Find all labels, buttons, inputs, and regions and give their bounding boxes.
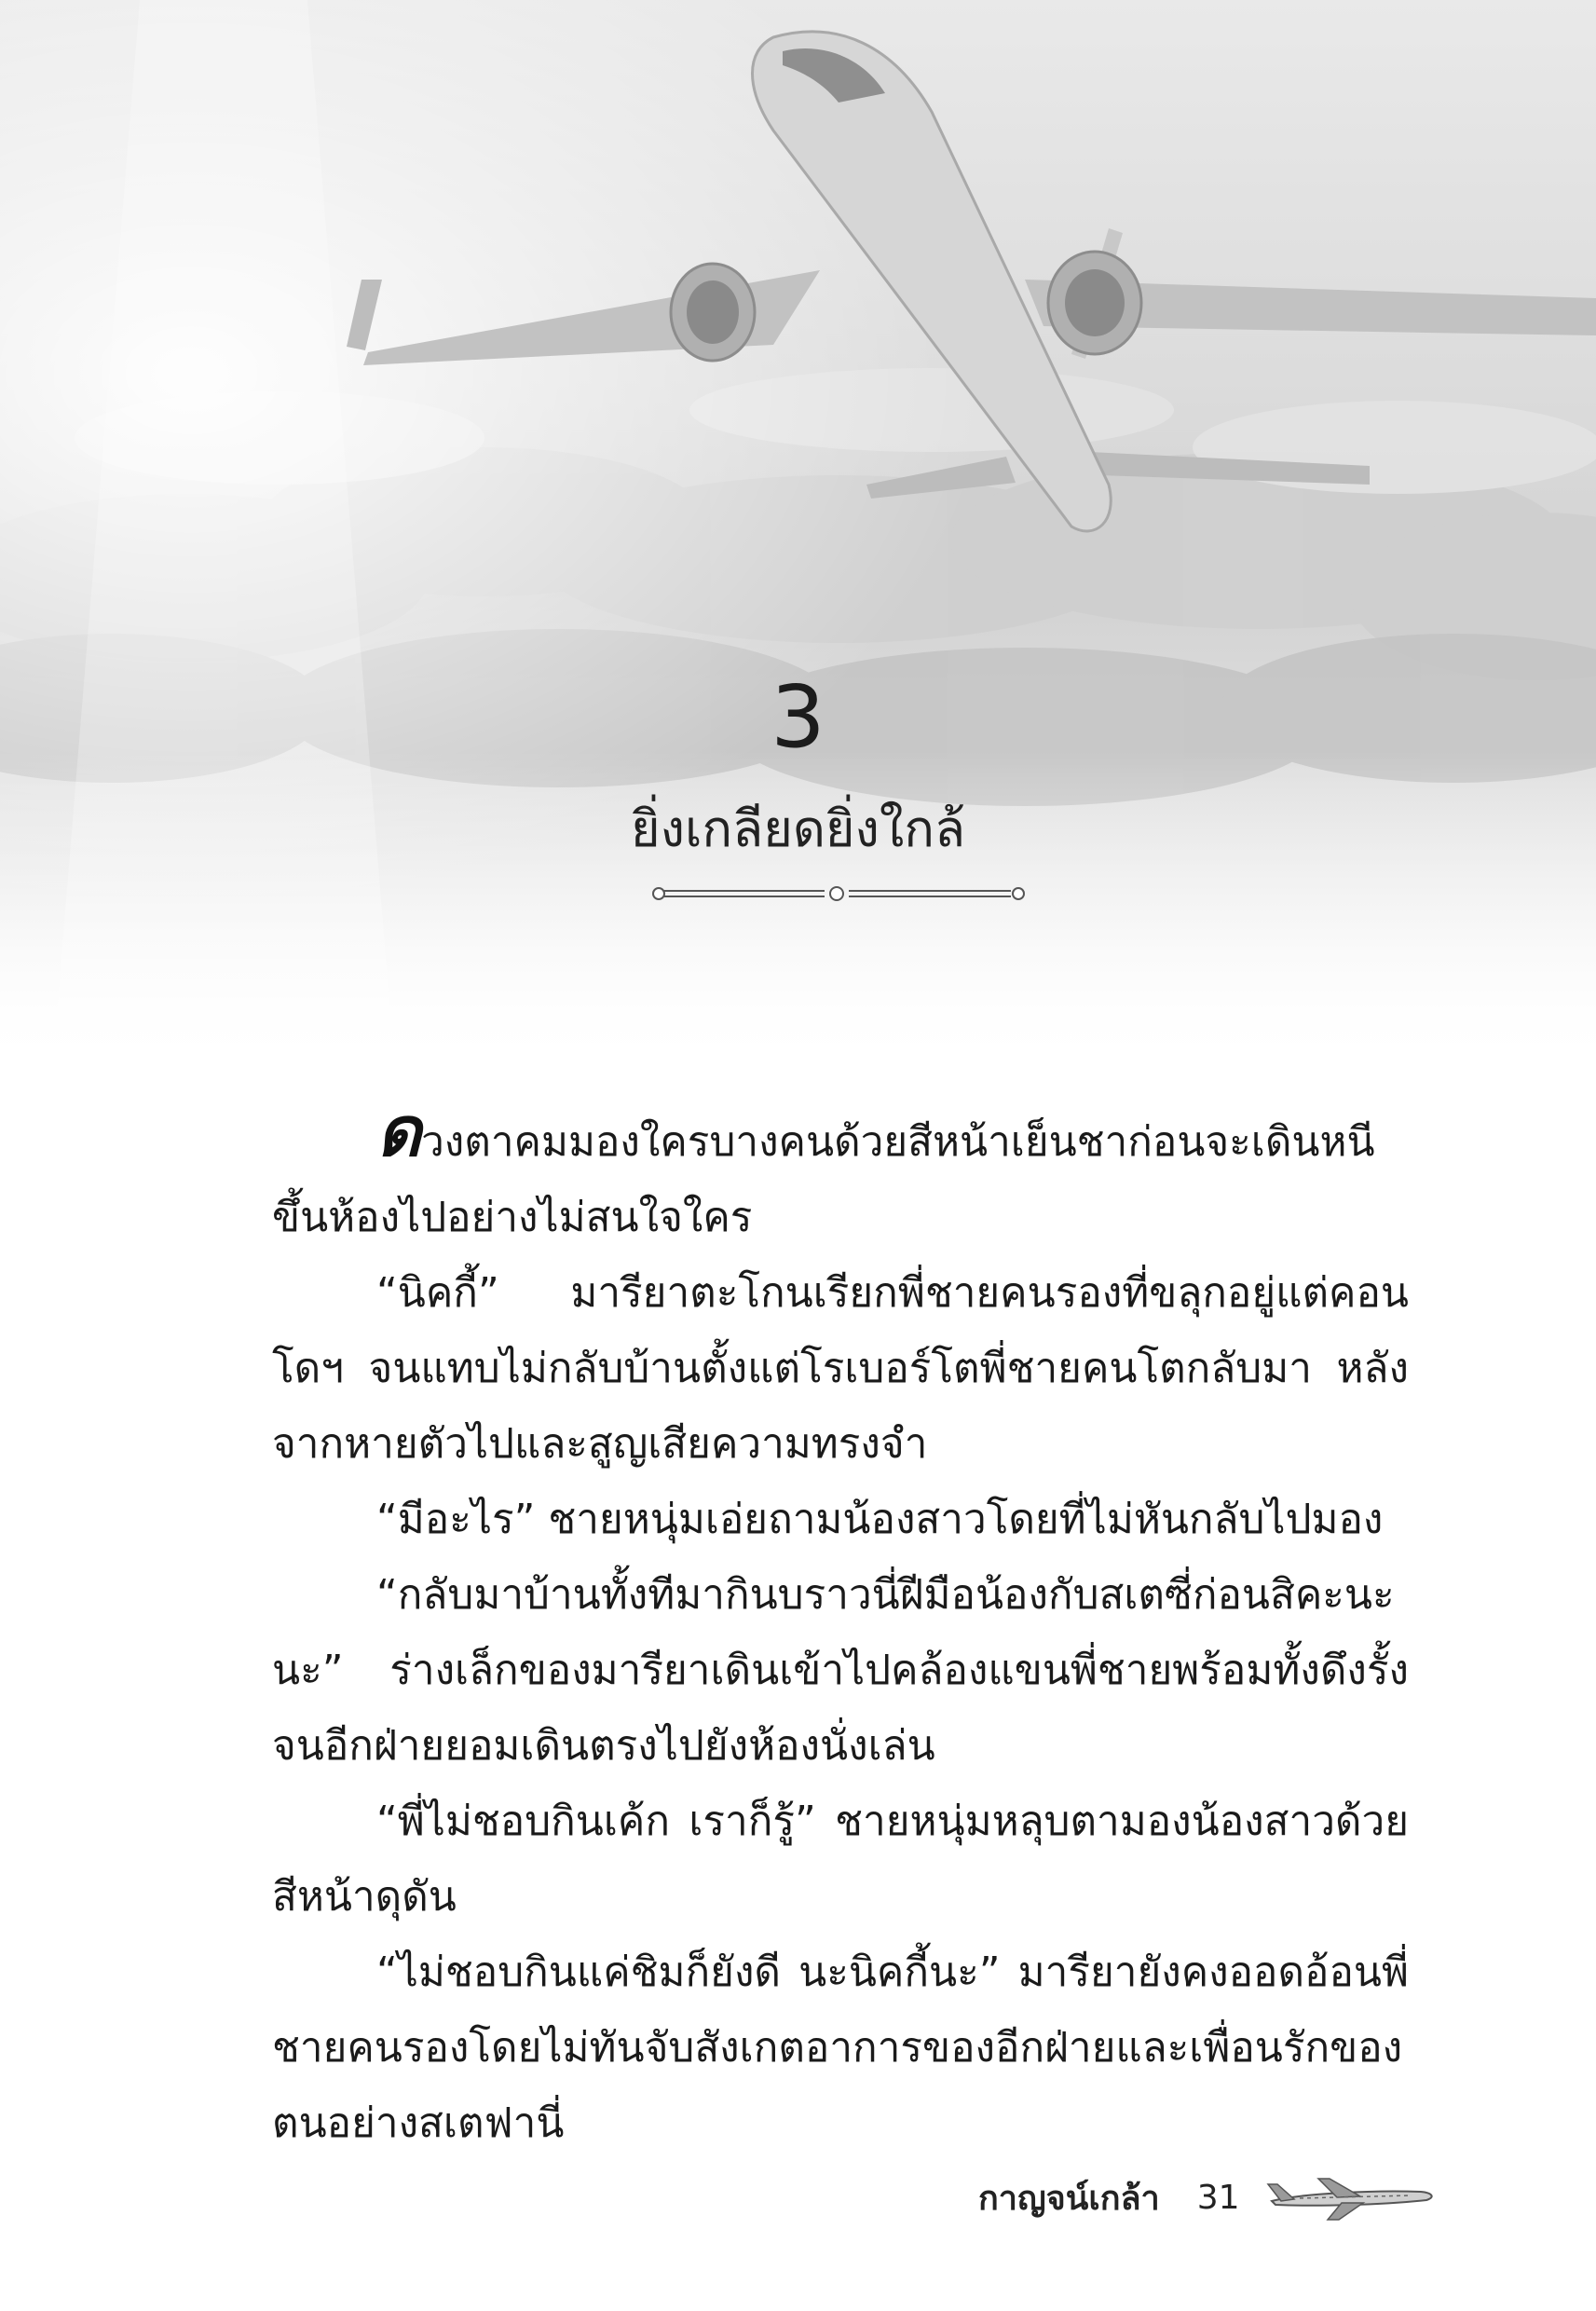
- author-name: กาญจน์เกล้า: [978, 2179, 1160, 2218]
- paragraph: “พี่ไม่ชอบกินเค้ก เราก็รู้” ชายหนุ่มหลุบตามองน้องสาวด้วยสีหน้าดุดัน: [272, 1798, 1409, 1921]
- paragraph: “กลับมาบ้านทั้งทีมากินบราวนี่ฝีมือน้องกับสเตซี่ก่อนสิคะนะนะ” ร่างเล็กของมารียาเดินเข้าไปคล้องแขนพี่ชายพร้อมทั้งดึงรั้งจนอีกฝ่ายยอมเดินตรงไปยังห้องนั่งเล่น: [272, 1571, 1409, 1770]
- paragraph: “ไม่ชอบกินแค่ชิมก็ยังดี นะนิคกี้นะ” มารียายังคงออดอ้อนพี่ชายคนรองโดยไม่ทันจับสังเกตอาการของอีกฝ่ายและเพื่อนรักของตนอย่างสเตฟานี่: [272, 1949, 1409, 2147]
- paragraph: “มีอะไร” ชายหนุ่มเอ่ยถามน้องสาวโดยที่ไม่หันกลับไปมอง: [376, 1496, 1384, 1543]
- chapter-body: [272, 1092, 1409, 2161]
- paragraph: “นิคกี้” มารียาตะโกนเรียกพี่ชายคนรองที่ขลุกอยู่แต่คอนโดฯ จนแทบไม่กลับบ้านตั้งแต่โรเบอร์โตพี่ชายคนโตกลับมา หลังจากหายตัวไปและสูญเสียความทรงจำ: [272, 1269, 1409, 1468]
- paragraph: ดวงตาคมมองใครบางคนด้วยสีหน้าเย็นชาก่อนจะเดินหนีขึ้นห้องไปอย่างไม่สนใจใคร: [272, 1092, 1375, 1241]
- chapter-number: 3: [771, 667, 825, 767]
- drop-cap: ด: [376, 1092, 422, 1172]
- airplane-icon: [1262, 2169, 1439, 2225]
- airplane-clouds-illustration: [0, 0, 1596, 1072]
- hero-illustration: [0, 0, 1596, 1072]
- page-number: 31: [1196, 2178, 1240, 2217]
- ornament-divider: [648, 881, 1030, 909]
- page-footer: [978, 2160, 1439, 2235]
- chapter-title: ยิ่งเกลียดยิ่งใกล้: [630, 800, 966, 858]
